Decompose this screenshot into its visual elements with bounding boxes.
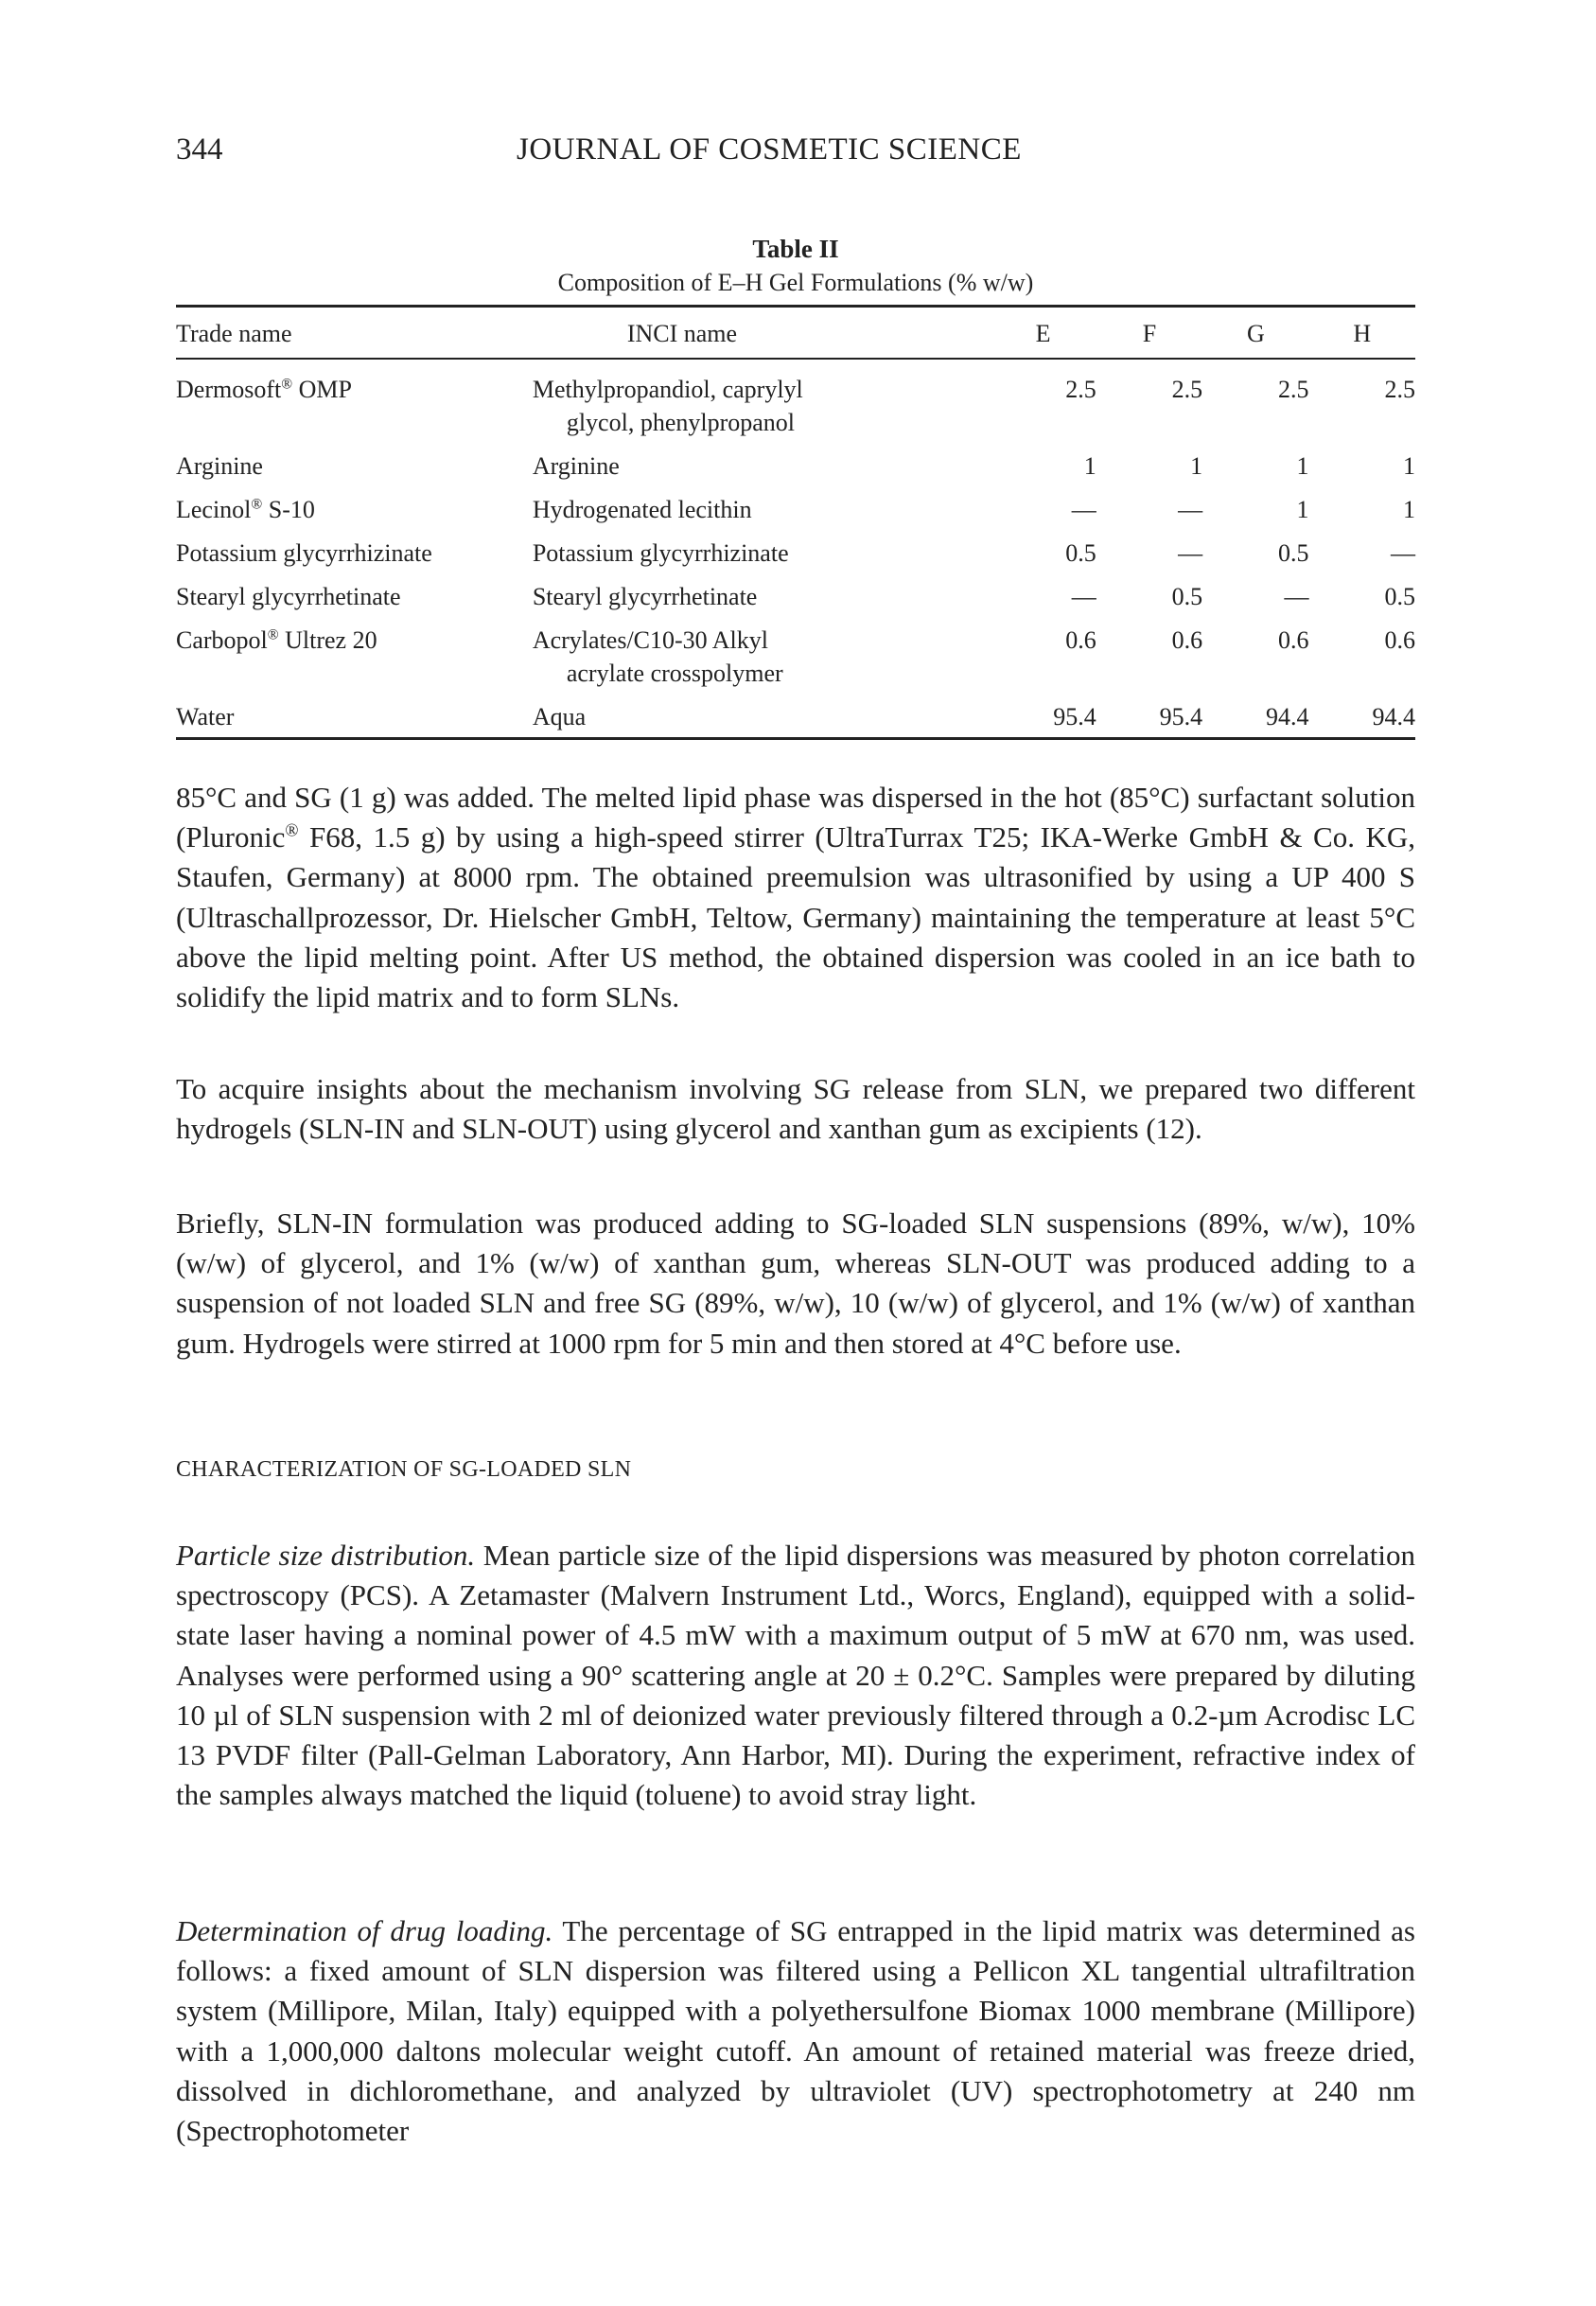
value-cell: 1 xyxy=(1296,452,1309,480)
table-row xyxy=(176,445,1415,488)
paragraph-sln-in-out: Briefly, SLN-IN formulation was produced adding to SG-loaded SLN suspensions (89%, w/w), 10% (w/w) of glycerol, and 1% (w/w) of xanthan gum, whereas SLN-OUT was produced adding to a suspension of not loaded SLN and free SG (89%, w/w), 10 (w/w) of glycerol, and 1% (w/w) of xanthan gum. Hydrogels were stirred at 1000 rpm for 5 min and then stored at 4°C before use. xyxy=(176,1206,1415,1360)
journal-title: JOURNAL OF COSMETIC SCIENCE xyxy=(517,132,1022,167)
paragraph-particle-size: Particle size distribution. Mean particle size of the lipid dispersions was measured by photon correlation spectroscopy (PCS). A Zetamaster (Malvern Instrument Ltd., Worcs, England), equipped with a solid-state laser having a nominal power of 4.5 mW with a maximum output of 5 mW at 670 nm, was used. Analyses were performed using a 90° scattering angle at 20 ± 0.2°C. Samples were prepared by diluting 10 µl of SLN suspension with 2 ml of deionized water previously filtered through a 0.2-µm Acrodisc LC 13 PVDF filter (Pall-Gelman Laboratory, Ann Harbor, MI). During the experiment, refractive index of the samples always matched the liquid (toluene) to avoid stray light. xyxy=(176,1539,1415,1812)
column-header: H xyxy=(1309,307,1415,360)
value-cell: 1 xyxy=(1190,452,1203,480)
value-cell: 0.5 xyxy=(1384,583,1415,610)
running-header xyxy=(176,132,1406,170)
table-row xyxy=(176,359,1415,445)
trade-name-cell: Potassium glycyrrhizinate xyxy=(176,539,432,567)
value-cell: 95.4 xyxy=(990,695,1096,739)
value-cell: 1 xyxy=(1296,496,1309,523)
value-cell: — xyxy=(1178,539,1203,567)
section-heading: CHARACTERIZATION OF SG-LOADED SLN xyxy=(176,1457,632,1482)
table-row xyxy=(176,619,1415,695)
column-header: INCI name xyxy=(533,307,991,360)
table-header-row xyxy=(176,307,1415,360)
table-label: Table II xyxy=(752,235,839,263)
value-cell: 94.4 xyxy=(1202,695,1308,739)
inci-name-cell: Stearyl glycyrrhetinate xyxy=(532,583,758,610)
value-cell: 0.5 xyxy=(1171,583,1203,610)
column-header: E xyxy=(990,307,1096,360)
table-row xyxy=(176,695,1415,739)
trade-name-cell: Stearyl glycyrrhetinate xyxy=(176,583,401,610)
paragraph-hydrogels: To acquire insights about the mechanism involving SG release from SLN, we prepared two different hydrogels (SLN-IN and SLN-OUT) using glycerol and xanthan gum as excipients (12). xyxy=(176,1072,1415,1146)
runin-heading: Determination of drug loading. xyxy=(176,1914,553,1947)
column-header: Trade name xyxy=(176,307,533,360)
value-cell: 0.6 xyxy=(1384,626,1415,654)
formulation-table xyxy=(176,305,1415,740)
inci-name-cell: Aqua xyxy=(533,695,991,739)
value-cell: 2.5 xyxy=(1278,376,1309,403)
inci-name-cell: Acrylates/C10-30 Alkyl acrylate crosspolymer xyxy=(532,626,783,687)
value-cell: 2.5 xyxy=(1065,376,1096,403)
column-header: G xyxy=(1202,307,1308,360)
table-row xyxy=(176,532,1415,575)
value-cell: — xyxy=(1071,583,1096,610)
value-cell: — xyxy=(1178,496,1203,523)
inci-name-cell: Methylpropandiol, caprylyl glycol, phenylpropanol xyxy=(532,376,803,436)
value-cell: 1 xyxy=(1083,452,1096,480)
value-cell: 2.5 xyxy=(1384,376,1415,403)
trade-name-cell: Water xyxy=(176,695,533,739)
paragraph-drug-loading: Determination of drug loading. The percentage of SG entrapped in the lipid matrix was determined as follows: a fixed amount of SLN dispersion was filtered using a Pellicon XL tangential ultrafiltration system (Millipore, Milan, Italy) equipped with a polyethersulfone Biomax 1000 membrane (Millipore) with a 1,000,000 daltons molecular weight cutoff. An amount of retained material was freeze dried, dissolved in dichloromethane, and analyzed by ultraviolet (UV) spectrophotometry at 240 nm (Spectrophotometer xyxy=(176,1914,1415,2148)
value-cell: 0.5 xyxy=(1065,539,1096,567)
inci-name-cell: Arginine xyxy=(532,452,620,480)
runin-heading: Particle size distribution. xyxy=(176,1539,476,1572)
paragraph-lipid-dispersion: 85°C and SG (1 g) was added. The melted lipid phase was dispersed in the hot (85°C) surfactant solution (Pluronic® F68, 1.5 g) by using a high-speed stirrer (UltraTurrax T25; IKA-Werke GmbH & Co. KG, Staufen, Germany) at 8000 rpm. The obtained preemulsion was ultrasonified by using a UP 400 S (Ultraschallprozessor, Dr. Hielscher GmbH, Teltow, Germany) maintaining the temperature at least 5°C above the lipid melting point. After US method, the obtained dispersion was cooled in an ice bath to solidify the lipid matrix and to form SLNs. xyxy=(176,781,1415,1014)
inci-name-cell: Potassium glycyrrhizinate xyxy=(532,539,789,567)
trade-name-cell: Arginine xyxy=(176,452,263,480)
inci-name-cell: Hydrogenated lecithin xyxy=(532,496,752,523)
trade-name-cell: Dermosoft® OMP xyxy=(176,376,352,403)
value-cell: — xyxy=(1071,496,1096,523)
value-cell: 0.5 xyxy=(1278,539,1309,567)
value-cell: 0.6 xyxy=(1065,626,1096,654)
value-cell: — xyxy=(1284,583,1309,610)
value-cell: 1 xyxy=(1403,496,1415,523)
value-cell: 1 xyxy=(1403,452,1415,480)
value-cell: 0.6 xyxy=(1171,626,1203,654)
value-cell: 0.6 xyxy=(1278,626,1309,654)
table-title: Composition of E–H Gel Formulations (% w/w) xyxy=(557,269,1034,296)
table-row xyxy=(176,575,1415,619)
trade-name-cell: Lecinol® S-10 xyxy=(176,496,315,523)
trade-name-cell: Carbopol® Ultrez 20 xyxy=(176,626,377,654)
column-header: F xyxy=(1096,307,1202,360)
value-cell: — xyxy=(1391,539,1415,567)
value-cell: 2.5 xyxy=(1171,376,1203,403)
page-number: 344 xyxy=(176,132,223,167)
value-cell: 94.4 xyxy=(1309,695,1415,739)
table-row xyxy=(176,488,1415,532)
value-cell: 95.4 xyxy=(1096,695,1202,739)
table-caption xyxy=(176,232,1415,300)
